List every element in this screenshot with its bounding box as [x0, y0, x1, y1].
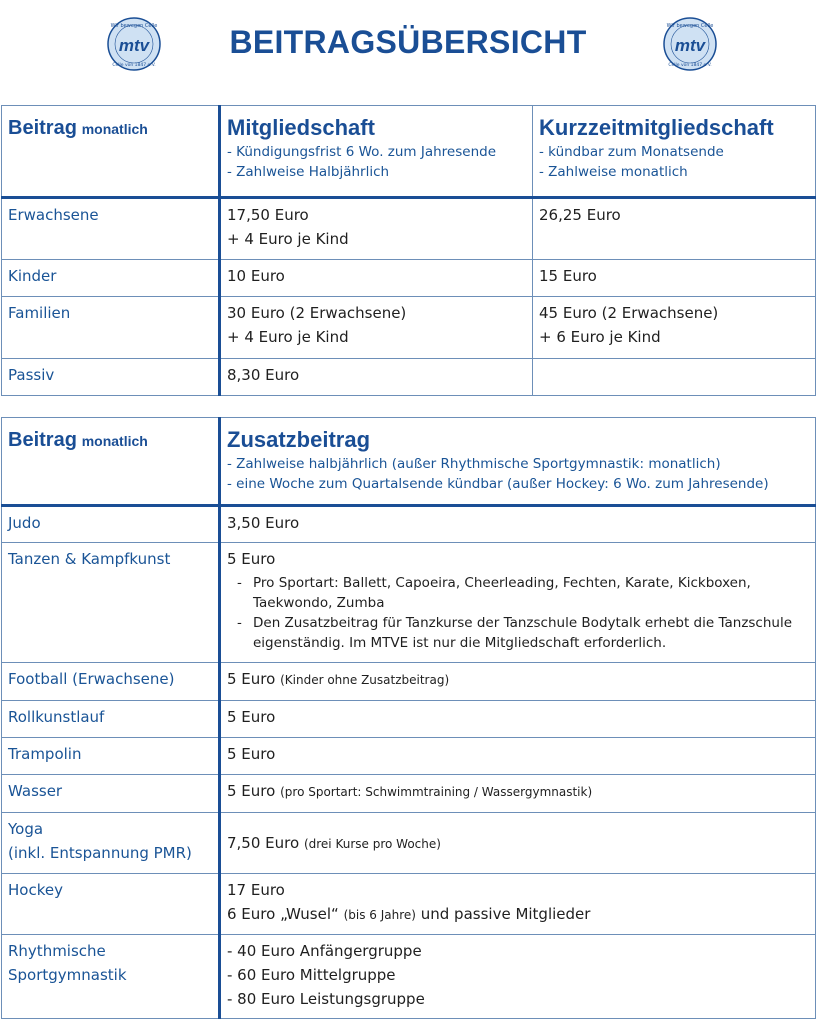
table-row [2, 359, 816, 396]
additional-fee-note: - eine Woche zum Quartalsende kündbar (außer Hockey: 6 Wo. zum Jahresende) [227, 476, 769, 492]
fee-value: 7,50 Euro [227, 833, 300, 852]
additional-fee-table [1, 417, 816, 1019]
table-row [2, 260, 816, 297]
fee-value: - 40 Euro Anfängergruppe [227, 942, 422, 960]
fee-value: - 80 Euro Leistungsgruppe [227, 990, 425, 1008]
row-label: Kinder [2, 260, 220, 297]
header-label-main: Beitrag [8, 117, 77, 139]
value-line: 15 Euro [539, 267, 597, 285]
header-label-cell [2, 418, 220, 506]
fee-note: (Kinder ohne Zusatzbeitrag) [280, 673, 450, 687]
logo-text-top: Wir bewegen Celle [666, 23, 714, 29]
fee-value: - 60 Euro Mittelgruppe [227, 966, 396, 984]
table-header-row [2, 418, 816, 506]
row-label: Erwachsene [2, 198, 220, 260]
row-label: Tanzen & Kampfkunst [2, 543, 220, 663]
fee-value-cell [220, 663, 816, 701]
row-label: Trampolin [2, 738, 220, 775]
page-title: BEITRAGSÜBERSICHT [229, 24, 587, 60]
membership-title: Mitgliedschaft [227, 115, 375, 140]
logo-text-top: Wir bewegen Celle [110, 23, 158, 29]
fee-value: 5 Euro [220, 701, 816, 738]
table-row [2, 701, 816, 738]
value-line: 8,30 Euro [227, 366, 300, 384]
membership-value [220, 359, 533, 396]
value-line: 26,25 Euro [539, 206, 621, 224]
fee-value: 5 Euro [227, 782, 276, 800]
row-label: Football (Erwachsene) [2, 663, 220, 701]
row-label: Passiv [2, 359, 220, 396]
value-line: 17,50 Euro [227, 206, 309, 224]
membership-note: - Kündigungsfrist 6 Wo. zum Jahresende [227, 144, 496, 160]
short-membership-title: Kurzzeitmitgliedschaft [539, 115, 774, 140]
row-label: Sportgymnastik [8, 966, 127, 984]
short-membership-value [533, 198, 816, 260]
fee-value-cell [220, 543, 816, 663]
logo-text-bottom: Celle von 1847 e.V. [668, 63, 712, 68]
header-label-cell [2, 106, 220, 198]
fee-value: 17 Euro [227, 881, 285, 899]
additional-fee-note: - Zahlweise halbjährlich (außer Rhythmische Sportgymnastik: monatlich) [227, 456, 721, 472]
row-label: Rollkunstlauf [2, 701, 220, 738]
page-header [0, 0, 816, 92]
row-label: Hockey [2, 874, 220, 935]
header-label-small: monatlich [81, 121, 148, 137]
value-line: 30 Euro (2 Erwachsene) [227, 304, 407, 322]
fee-value-cell [220, 874, 816, 935]
membership-value [220, 297, 533, 359]
row-label: (inkl. Entspannung PMR) [8, 844, 192, 862]
list-item: - Den Zusatzbeitrag für Tanzkurse der Tanzschule Bodytalk erhebt die Tanzschule eigenständig. Im MTVE ist nur die Mitgliedschaft erforderlich. [227, 613, 809, 653]
table-row [2, 663, 816, 701]
table-row [2, 297, 816, 359]
table-row [2, 738, 816, 775]
membership-value [220, 198, 533, 260]
row-label: Familien [2, 297, 220, 359]
fee-value-cell [220, 935, 816, 1019]
table-row [2, 775, 816, 813]
fee-value: 5 Euro [227, 670, 276, 688]
fee-value-line [227, 902, 809, 927]
fee-note: (bis 6 Jahre) [343, 908, 416, 922]
row-label: Rhythmische [8, 942, 106, 960]
fee-note: (pro Sportart: Schwimmtraining / Wassergymnastik) [280, 785, 593, 799]
header-label-main: Beitrag [8, 429, 77, 451]
header-membership-cell [220, 106, 533, 198]
fee-value: 5 Euro [227, 550, 276, 568]
table-row [2, 874, 816, 935]
fee-value: 3,50 Euro [220, 506, 816, 543]
row-label-cell [2, 935, 220, 1019]
value-line: + 6 Euro je Kind [539, 328, 661, 346]
fee-value: 5 Euro [220, 738, 816, 775]
row-label: Wasser [2, 775, 220, 813]
table-row [2, 813, 816, 874]
table-row [2, 198, 816, 260]
additional-fee-title: Zusatzbeitrag [227, 427, 371, 452]
table-row [2, 935, 816, 1019]
row-label-cell [2, 813, 220, 874]
short-membership-note: - kündbar zum Monatsende [539, 144, 724, 160]
value-line: + 4 Euro je Kind [227, 328, 349, 346]
fee-note: (drei Kurse pro Woche) [303, 836, 441, 851]
row-label: Yoga [8, 820, 44, 838]
mtv-logo-right [662, 16, 718, 72]
header-additional-cell [220, 418, 816, 506]
fee-value: 6 Euro „Wusel“ [227, 905, 339, 923]
short-membership-value [533, 297, 816, 359]
row-label: Judo [2, 506, 220, 543]
value-line: 10 Euro [227, 267, 285, 285]
table-row [2, 506, 816, 543]
fee-value-cell [220, 813, 816, 874]
short-membership-note: - Zahlweise monatlich [539, 164, 688, 180]
logo-letters: mtv [118, 36, 150, 55]
short-membership-value-empty [533, 359, 816, 396]
header-label-small: monatlich [81, 433, 148, 449]
list-item: - Pro Sportart: Ballett, Capoeira, Cheerleading, Fechten, Karate, Kickboxen, Taekwondo, Zumba [227, 573, 809, 613]
table-header-row [2, 106, 816, 198]
logo-letters: mtv [674, 36, 706, 55]
fee-value-cell [220, 775, 816, 813]
value-line: + 4 Euro je Kind [227, 230, 349, 248]
logo-text-bottom: Celle von 1847 e.V. [112, 63, 156, 68]
membership-value [220, 260, 533, 297]
header-short-membership-cell [533, 106, 816, 198]
membership-note: - Zahlweise Halbjährlich [227, 164, 390, 180]
membership-fee-table [1, 105, 816, 396]
fee-bullet-list [227, 573, 809, 653]
value-line: 45 Euro (2 Erwachsene) [539, 304, 719, 322]
fee-value: und passive Mitglieder [420, 905, 591, 923]
short-membership-value [533, 260, 816, 297]
table-row [2, 543, 816, 663]
